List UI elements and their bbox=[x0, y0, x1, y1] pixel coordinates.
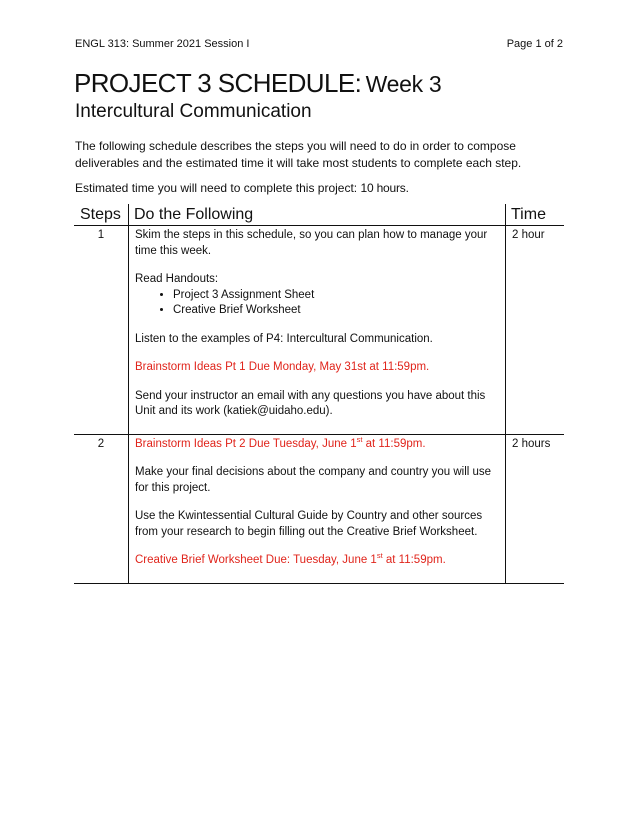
schedule-table bbox=[74, 204, 564, 584]
decide-text: Make your final decisions about the company and country you will use for this project. bbox=[135, 466, 492, 494]
brief-due-text bbox=[135, 553, 499, 569]
list-item: • Project 3 Assignment Sheet bbox=[173, 288, 499, 304]
brief-ordinal: st bbox=[376, 551, 383, 561]
step-number: 2 bbox=[74, 434, 129, 583]
due-text-b: at 11:59pm. bbox=[362, 437, 426, 450]
email-text: Send your instructor an email with any questions you have about this Unit and its work (katiek@uidaho.edu). bbox=[135, 389, 486, 417]
read-handouts-label: Read Handouts: bbox=[135, 273, 219, 285]
due-text bbox=[135, 434, 499, 453]
step-instructions bbox=[129, 226, 506, 435]
page-subtitle: Intercultural Communication bbox=[75, 101, 312, 122]
estimate-label: Estimated time you will need to complete this project: bbox=[75, 181, 358, 195]
brief-text-b: at 11:59pm. bbox=[382, 554, 446, 566]
table-row bbox=[74, 226, 564, 435]
handout-list bbox=[135, 288, 499, 319]
table-row bbox=[74, 434, 564, 583]
due-ordinal: st bbox=[356, 434, 363, 444]
header-course: ENGL 313: Summer 2021 Session I bbox=[75, 38, 250, 50]
title-week: Week 3 bbox=[365, 71, 442, 97]
listen-text: Listen to the examples of P4: Intercultural Communication. bbox=[135, 332, 433, 345]
skim-text: Skim the steps in this schedule, so you can plan how to manage your time this week. bbox=[135, 229, 488, 257]
header-page-number: Page 1 of 2 bbox=[506, 38, 563, 50]
due-text: Brainstorm Ideas Pt 1 Due Monday, May 31st at 11:59pm. bbox=[135, 361, 430, 373]
header-time: Time bbox=[506, 204, 565, 226]
list-item: • Creative Brief Worksheet bbox=[173, 303, 499, 319]
step-time: 2 hour bbox=[506, 226, 565, 435]
estimate-value: 10 hours. bbox=[360, 181, 409, 195]
header-do: Do the Following bbox=[129, 204, 506, 226]
table-header-row bbox=[74, 204, 564, 226]
title-main: PROJECT 3 SCHEDULE: bbox=[74, 68, 362, 98]
header-steps: Steps bbox=[74, 204, 129, 226]
brief-text-a: Creative Brief Worksheet Due: Tuesday, June 1 bbox=[135, 554, 377, 566]
intro-paragraph: The following schedule describes the steps you will need to do in order to compose deliverables and the estimated time it will take most students to complete each step. bbox=[75, 139, 522, 170]
guide-text: Use the Kwintessential Cultural Guide by Country and other sources from your research to begin filling out the Creative Brief Worksheet. bbox=[135, 510, 483, 538]
step-time: 2 hours bbox=[506, 434, 565, 583]
page-title bbox=[74, 68, 441, 99]
estimate-line bbox=[75, 180, 409, 197]
due-text-a: Brainstorm Ideas Pt 2 Due Tuesday, June 1 bbox=[135, 437, 357, 450]
step-instructions bbox=[129, 434, 506, 583]
step-number: 1 bbox=[74, 226, 129, 435]
